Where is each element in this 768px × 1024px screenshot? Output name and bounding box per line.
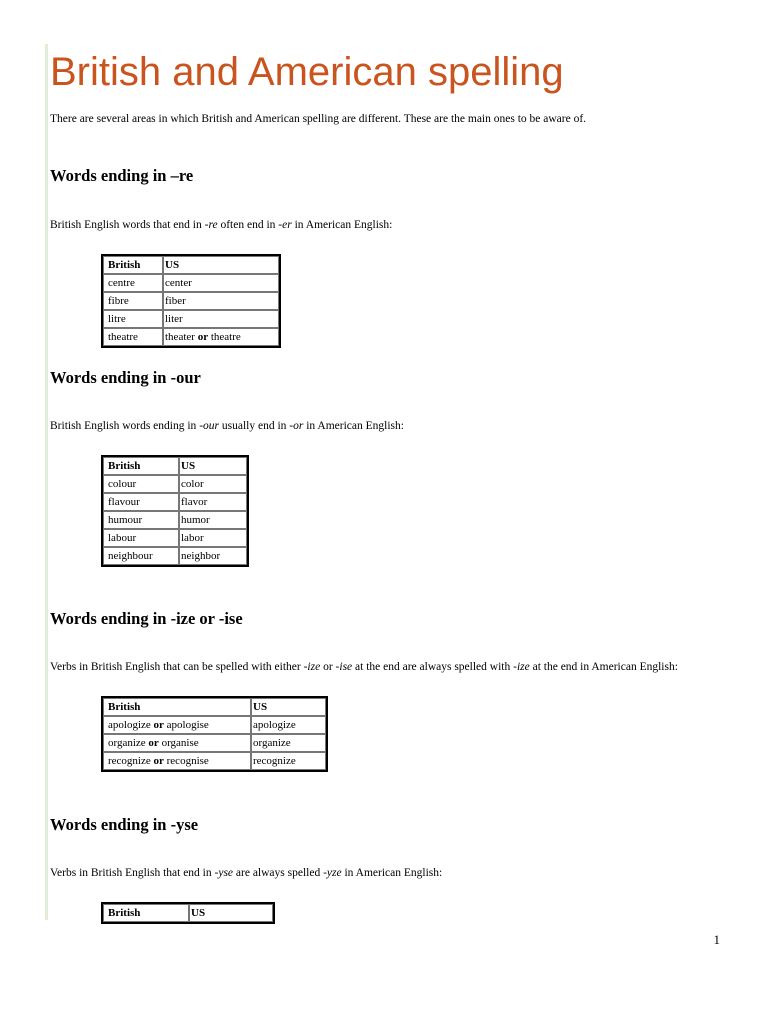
british-cell: colour: [103, 475, 179, 493]
section-desc-re: British English words that end in -re often end in -er in American English:: [50, 219, 393, 231]
us-cell: organize: [251, 734, 326, 752]
table-header-row: [103, 457, 247, 475]
spelling-table-our: [101, 455, 249, 567]
british-cell: recognize or recognise: [103, 752, 251, 770]
table-row: [103, 547, 247, 565]
british-cell: apologize or apologise: [103, 716, 251, 734]
british-cell: neighbour: [103, 547, 179, 565]
column-header-british: British: [103, 904, 189, 922]
us-cell: humor: [179, 511, 247, 529]
margin-bar: [45, 44, 48, 920]
table-row: [103, 328, 279, 346]
section-heading-re: Words ending in –re: [50, 166, 194, 185]
section-desc-ize-ise: Verbs in British English that can be spelled with either -ize or -ise at the end are always spelled with -ize at the end in American English:: [50, 661, 678, 673]
table-header-row: [103, 256, 279, 274]
us-cell: neighbor: [179, 547, 247, 565]
us-cell: center: [163, 274, 279, 292]
section-heading-yse: Words ending in -yse: [50, 815, 199, 834]
table-row: [103, 493, 247, 511]
british-cell: litre: [103, 310, 163, 328]
column-header-us: US: [179, 457, 247, 475]
table-row: [103, 752, 326, 770]
british-cell: labour: [103, 529, 179, 547]
us-cell: color: [179, 475, 247, 493]
british-cell: theatre: [103, 328, 163, 346]
us-cell: recognize: [251, 752, 326, 770]
british-cell: fibre: [103, 292, 163, 310]
table-row: [103, 274, 279, 292]
section-desc-yse: Verbs in British English that end in -yse are always spelled -yze in American English:: [50, 867, 443, 879]
us-cell: fiber: [163, 292, 279, 310]
british-cell: humour: [103, 511, 179, 529]
spelling-table-re: [101, 254, 281, 348]
section-heading-ize-ise: Words ending in -ize or -ise: [50, 609, 243, 628]
table-row: [103, 310, 279, 328]
section-heading-our: Words ending in -our: [50, 368, 201, 387]
intro-paragraph: There are several areas in which British and American spelling are different. These are the main ones to be aware of.: [50, 113, 587, 125]
column-header-us: US: [163, 256, 279, 274]
table-row: [103, 716, 326, 734]
column-header-us: US: [251, 698, 326, 716]
british-cell: centre: [103, 274, 163, 292]
spelling-table-yse: [101, 902, 275, 924]
table-row: [103, 475, 247, 493]
table-row: [103, 292, 279, 310]
table-row: [103, 529, 247, 547]
us-cell: flavor: [179, 493, 247, 511]
us-cell: labor: [179, 529, 247, 547]
table-header-row: [103, 698, 326, 716]
british-cell: organize or organise: [103, 734, 251, 752]
us-cell: liter: [163, 310, 279, 328]
section-desc-our: British English words ending in -our usually end in -or in American English:: [50, 420, 404, 432]
page-title: British and American spelling: [50, 50, 564, 94]
us-cell: apologize: [251, 716, 326, 734]
spelling-table-ize-ise: [101, 696, 328, 772]
page-number: 1: [713, 932, 720, 947]
column-header-british: British: [103, 698, 251, 716]
table-header-row: [103, 904, 273, 922]
table-row: [103, 511, 247, 529]
column-header-us: US: [189, 904, 273, 922]
british-cell: flavour: [103, 493, 179, 511]
column-header-british: British: [103, 457, 179, 475]
us-cell: theater or theatre: [163, 328, 279, 346]
table-row: [103, 734, 326, 752]
column-header-british: British: [103, 256, 163, 274]
